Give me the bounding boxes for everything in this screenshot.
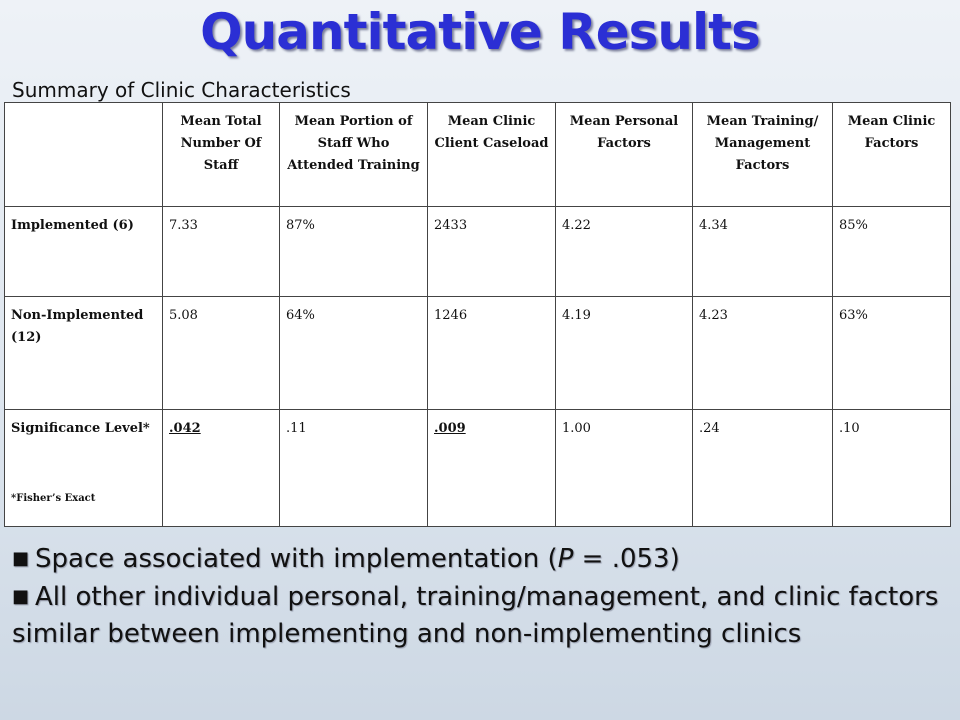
- table-cell: 64%: [280, 297, 428, 410]
- square-bullet-icon: ■: [12, 548, 30, 569]
- significance-label: Significance Level*: [11, 421, 150, 436]
- slide-title: Quantitative Results: [200, 3, 760, 61]
- table-cell: 4.34: [693, 207, 833, 297]
- square-bullet-icon: ■: [12, 586, 30, 607]
- table-cell: 4.23: [693, 297, 833, 410]
- table-header-row: [5, 103, 951, 207]
- p-value-symbol: P: [557, 544, 574, 574]
- table-cell: .11: [280, 410, 428, 527]
- header-cell-empty: [5, 103, 163, 207]
- row-label-implemented: Implemented (6): [5, 207, 163, 297]
- bullet-item: [12, 578, 942, 653]
- table-cell: 5.08: [163, 297, 280, 410]
- row-label-significance: [5, 410, 163, 527]
- table-cell: 2433: [428, 207, 556, 297]
- table-cell: .10: [833, 410, 951, 527]
- table-cell: 4.22: [556, 207, 693, 297]
- table-row: [5, 297, 951, 410]
- bullet-text: All other individual personal, training/management, and clinic factors similar between implementing and non-implementing clinics: [12, 582, 939, 649]
- bullet-item: [12, 540, 942, 578]
- row-label-non-implemented: Non-Implemented (12): [5, 297, 163, 410]
- table-cell: 87%: [280, 207, 428, 297]
- header-staff-trained: Mean Portion of Staff Who Attended Training: [280, 103, 428, 207]
- table-caption: Summary of Clinic Characteristics: [12, 78, 351, 102]
- table-cell: 1.00: [556, 410, 693, 527]
- table-cell: 7.33: [163, 207, 280, 297]
- header-client-caseload: Mean Clinic Client Caseload: [428, 103, 556, 207]
- table-cell-significant: .009: [428, 410, 556, 527]
- summary-bullets: [12, 540, 942, 653]
- header-clinic-factors: Mean Clinic Factors: [833, 103, 951, 207]
- bullet-text: = .053): [573, 544, 680, 574]
- table-row: [5, 207, 951, 297]
- header-training-management-factors: Mean Training/ Management Factors: [693, 103, 833, 207]
- table-row: [5, 410, 951, 527]
- fishers-exact-footnote: *Fisher’s Exact: [11, 493, 96, 504]
- header-personal-factors: Mean Personal Factors: [556, 103, 693, 207]
- table-cell: 4.19: [556, 297, 693, 410]
- header-total-staff: Mean Total Number Of Staff: [163, 103, 280, 207]
- table-cell: .24: [693, 410, 833, 527]
- table-cell: 85%: [833, 207, 951, 297]
- table-cell: 1246: [428, 297, 556, 410]
- table-cell-significant: .042: [163, 410, 280, 527]
- bullet-text: Space associated with implementation (: [35, 544, 558, 574]
- clinic-characteristics-table: [4, 102, 951, 527]
- table-cell: 63%: [833, 297, 951, 410]
